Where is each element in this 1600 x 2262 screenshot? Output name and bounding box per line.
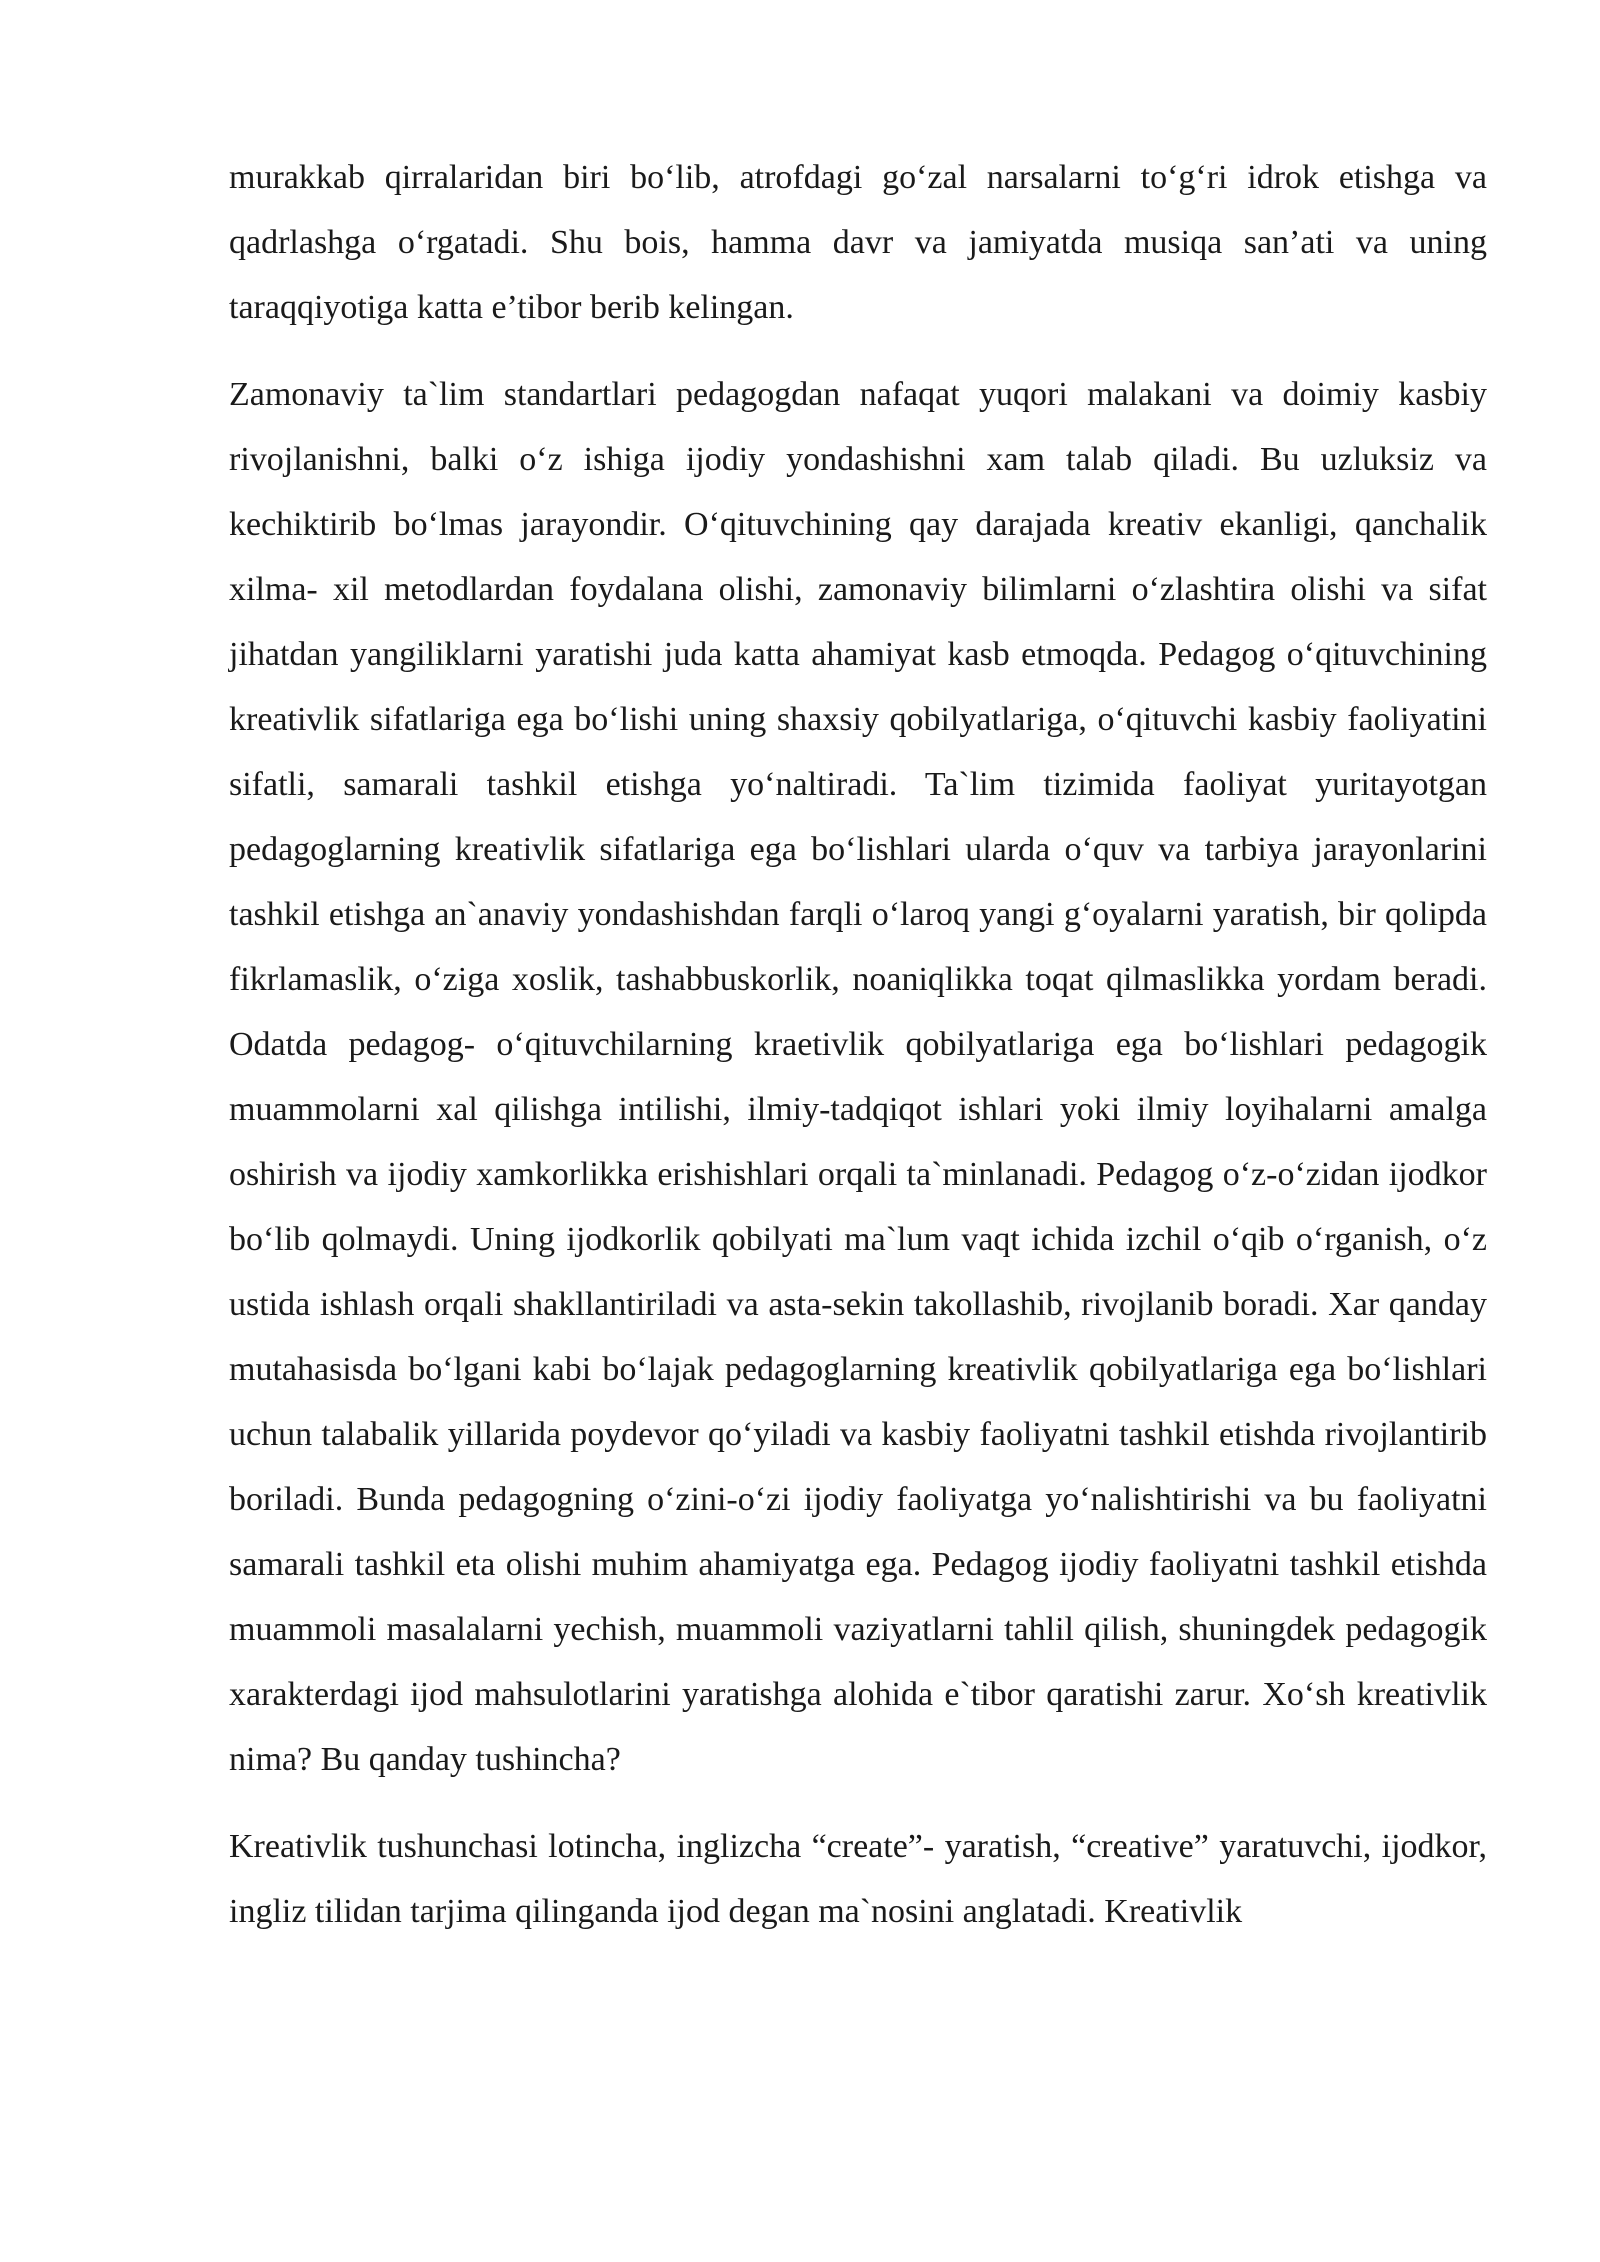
paragraph-2: Zamonaviy ta`lim standartlari pedagogdan nafaqat yuqori malakani va doimiy kasbiy rivojlanishni, balki o‘z ishiga ijodiy yondashishni xam talab qiladi. Bu uzluksiz va kechiktirib bo‘lmas jarayondir. O‘qituvchining qay darajada kreativ ekanligi, qanchalik xilma- xil metodlardan foydalana olishi, zamonaviy bilimlarni o‘zlashtira olishi va sifat jihatdan yangiliklarni yaratishi juda katta ahamiyat kasb etmoqda. Pedagog o‘qituvchining kreativlik sifatlariga ega bo‘lishi uning shaxsiy qobilyatlariga, o‘qituvchi kasbiy faoliyatini sifatli, samarali tashkil etishga yo‘naltiradi. Ta`lim tizimida faoliyat yuritayotgan pedagoglarning kreativlik sifatlariga ega bo‘lishlari ularda o‘quv va tarbiya jarayonlarini tashkil etishga an`anaviy yondashishdan farqli o‘laroq yangi g‘oyalarni yaratish, bir qolipda fikrlamaslik, o‘ziga xoslik, tashabbuskorlik, noaniqlikka toqat qilmaslikka yordam beradi. Odatda pedagog- o‘qituvchilarning kraetivlik qobilyatlariga ega bo‘lishlari pedagogik muammolarni xal qilishga intilishi, ilmiy-tadqiqot ishlari yoki ilmiy loyihalarni amalga oshirish va ijodiy xamkorlikka erishishlari orqali ta`minlanadi. Pedagog o‘z-o‘zidan ijodkor bo‘lib qolmaydi. Uning ijodkorlik qobilyati ma`lum vaqt ichida izchil o‘qib o‘rganish, o‘z ustida ishlash orqali shakllantiriladi va asta-sekin takollashib, rivojlanib boradi. Xar qanday mutahasisda bo‘lgani kabi bo‘lajak pedagoglarning kreativlik qobilyatlariga ega bo‘lishlari uchun talabalik yillarida poydevor qo‘yiladi va kasbiy faoliyatni tashkil etishda rivojlantirib boriladi. Bunda pedagogning o‘zini-o‘zi ijodiy faoliyatga yo‘nalishtirishi va bu faoliyatni samarali tashkil eta olishi muhim ahamiyatga ega. Pedagog ijodiy faoliyatni tashkil etishda muammoli masalalarni yechish, muammoli vaziyatlarni tahlil qilish, shuningdek pedagogik xarakterdagi ijod mahsulotlarini yaratishga alohida e`tibor qaratishi zarur. Xo‘sh kreativlik nima? Bu qanday tushincha?: [229, 376, 1487, 1778]
paragraph-3: Kreativlik tushunchasi lotincha, inglizcha “create”- yaratish, “creative” yaratuvchi, ijodkor, ingliz tilidan tarjima qilinganda ijod degan ma`nosini anglatadi. Kreativlik: [229, 1828, 1487, 1930]
paragraph-1: murakkab qirralaridan biri bo‘lib, atrofdagi go‘zal narsalarni to‘g‘ri idrok etishga va qadrlashga o‘rgatadi. Shu bois, hamma davr va jamiyatda musiqa san’ati va uning taraqqiyotiga katta e’tibor berib kelingan.: [229, 159, 1487, 326]
document-body: [229, 145, 1487, 1944]
